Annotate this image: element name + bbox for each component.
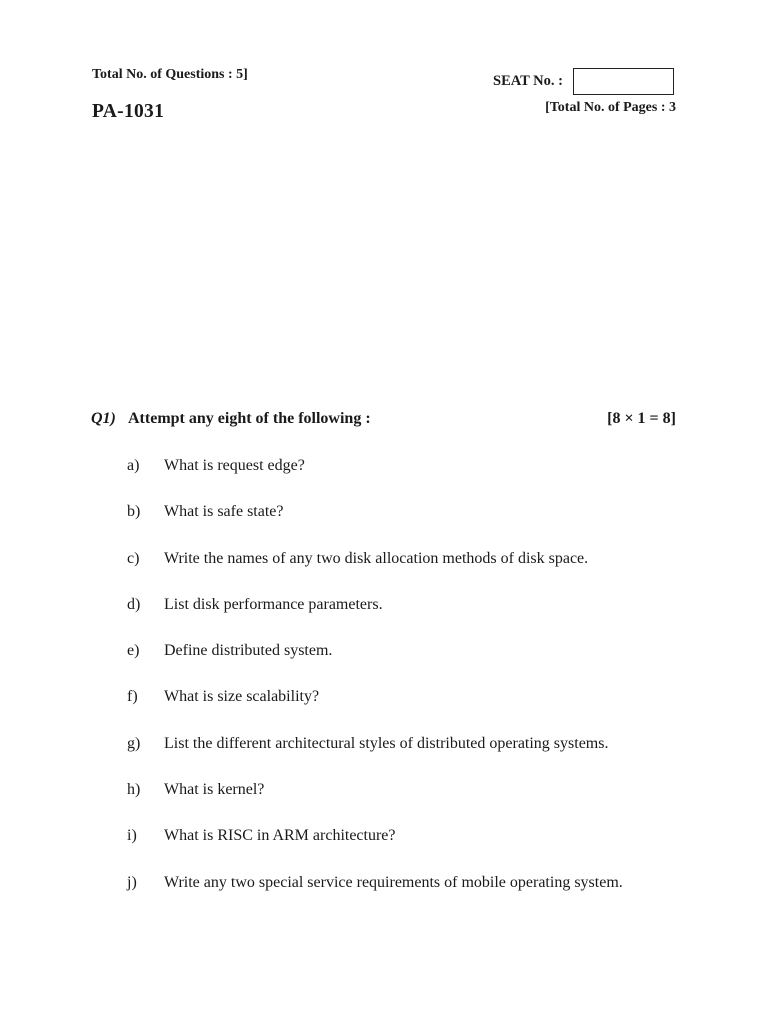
sub-question-letter: c) xyxy=(127,549,140,567)
total-questions-label: Total No. of Questions : xyxy=(92,67,233,82)
sub-question-i xyxy=(127,826,687,872)
seat-number-label: SEAT No. : xyxy=(493,73,563,89)
sub-question-e xyxy=(127,641,687,687)
sub-question-d xyxy=(127,595,687,641)
sub-question-j xyxy=(127,873,687,919)
sub-question-letter: d) xyxy=(127,595,141,613)
seat-number-box[interactable] xyxy=(573,68,674,95)
sub-question-list xyxy=(127,456,687,919)
sub-question-letter: a) xyxy=(127,457,140,474)
sub-question-text: What is request edge? xyxy=(164,457,305,474)
sub-question-a xyxy=(127,456,687,502)
sub-question-text: Define distributed system. xyxy=(164,642,333,660)
sub-question-text: What is RISC in ARM architecture? xyxy=(164,827,396,845)
sub-question-letter: g) xyxy=(127,734,141,752)
sub-question-text: Write the names of any two disk allocation methods of disk space. xyxy=(164,549,589,567)
paper-code: PA-1031 xyxy=(92,101,165,122)
question-instruction: Attempt any eight of the following : xyxy=(128,410,371,427)
sub-question-letter: b) xyxy=(127,503,141,521)
sub-question-text: List the different architectural styles of distributed operating systems. xyxy=(164,734,609,752)
total-questions xyxy=(92,67,248,83)
sub-question-text: What is size scalability? xyxy=(164,688,320,706)
sub-question-letter: j) xyxy=(127,873,137,891)
sub-question-letter: h) xyxy=(127,781,141,799)
sub-question-text: What is safe state? xyxy=(164,503,284,521)
sub-question-b xyxy=(127,502,687,548)
question-number: Q1) xyxy=(91,410,116,427)
total-pages xyxy=(545,100,676,116)
total-questions-value: 5] xyxy=(236,67,248,82)
sub-question-letter: e) xyxy=(127,642,140,660)
sub-question-text: Write any two special service requirements of mobile operating system. xyxy=(164,873,623,891)
sub-question-letter: f) xyxy=(127,688,138,706)
sub-question-letter: i) xyxy=(127,827,137,845)
sub-question-text: What is kernel? xyxy=(164,781,265,799)
sub-question-f xyxy=(127,687,687,733)
question-marks: [8 × 1 = 8] xyxy=(607,410,676,427)
sub-question-h xyxy=(127,780,687,826)
total-pages-label: [Total No. of Pages : xyxy=(545,100,666,115)
sub-question-text: List disk performance parameters. xyxy=(164,595,383,613)
total-pages-value: 3 xyxy=(669,100,676,115)
sub-question-c xyxy=(127,549,687,595)
sub-question-g xyxy=(127,734,687,780)
